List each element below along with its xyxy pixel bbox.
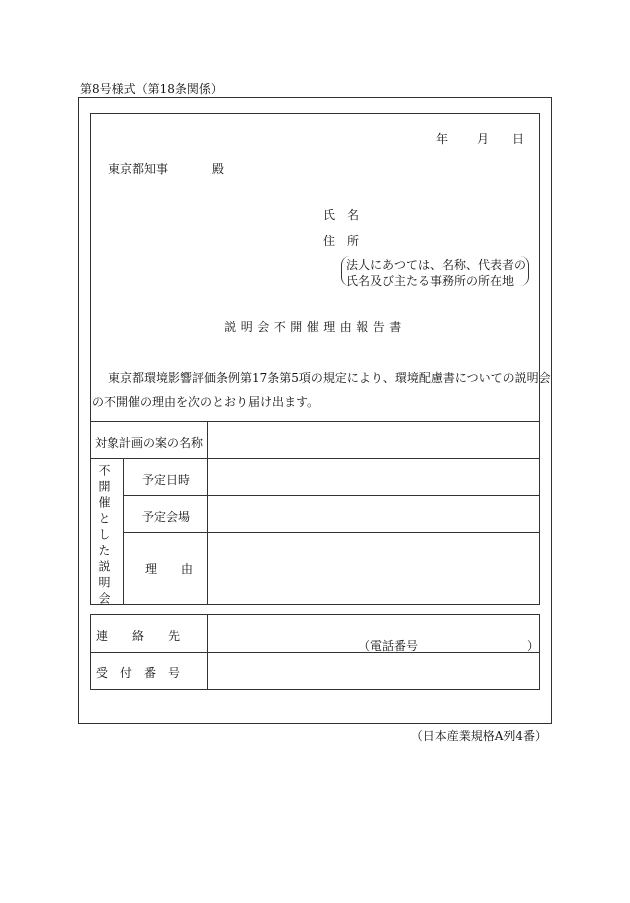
phone-number-open: （電話番号 (358, 639, 419, 653)
table-top-border (90, 421, 540, 422)
contact-column-divider (207, 614, 208, 690)
plan-name-label: 対象計画の案の名称 (95, 436, 204, 450)
scheduled-venue-label: 予定会場 (142, 510, 191, 524)
form-number-label: 第8号様式（第18条関係） (80, 82, 223, 96)
addressee-honorific: 殿 (212, 162, 225, 176)
reason-label: 理 由 (145, 562, 194, 576)
table-row-divider (90, 458, 540, 459)
date-month-label: 月 (477, 132, 490, 146)
table-row-divider (123, 532, 540, 533)
date-year-label: 年 (436, 132, 449, 146)
contact-label: 連 絡 先 (96, 629, 181, 643)
table-column-divider (207, 421, 208, 604)
document-title: 説明会不開催理由報告書 (224, 320, 406, 334)
applicant-address-label: 住 所 (323, 234, 360, 248)
contact-row-divider (90, 652, 540, 653)
receipt-number-label: 受 付 番 号 (96, 666, 181, 680)
body-text-line1: 東京都環境影響評価条例第17条第5項の規定により、環境配慮書についての説明会 (108, 371, 551, 385)
phone-number-close: ） (527, 639, 540, 653)
table-row-divider (123, 495, 540, 496)
table-group-divider (123, 458, 124, 604)
paper-standard-label: （日本産業規格A列4番） (410, 729, 547, 743)
date-day-label: 日 (512, 132, 525, 146)
applicant-note-line1: 法人にあつては、名称、代表者の (346, 258, 527, 272)
addressee-name: 東京都知事 (108, 162, 169, 176)
not-held-session-label: 不開催とした説明会 (97, 464, 111, 608)
scheduled-datetime-label: 予定日時 (142, 473, 191, 487)
applicant-note-line2: 氏名及び主たる事務所の所在地 (346, 274, 515, 288)
body-text-line2: の不開催の理由を次のとおり届け出ます。 (92, 395, 320, 409)
applicant-name-label: 氏 名 (323, 208, 360, 222)
